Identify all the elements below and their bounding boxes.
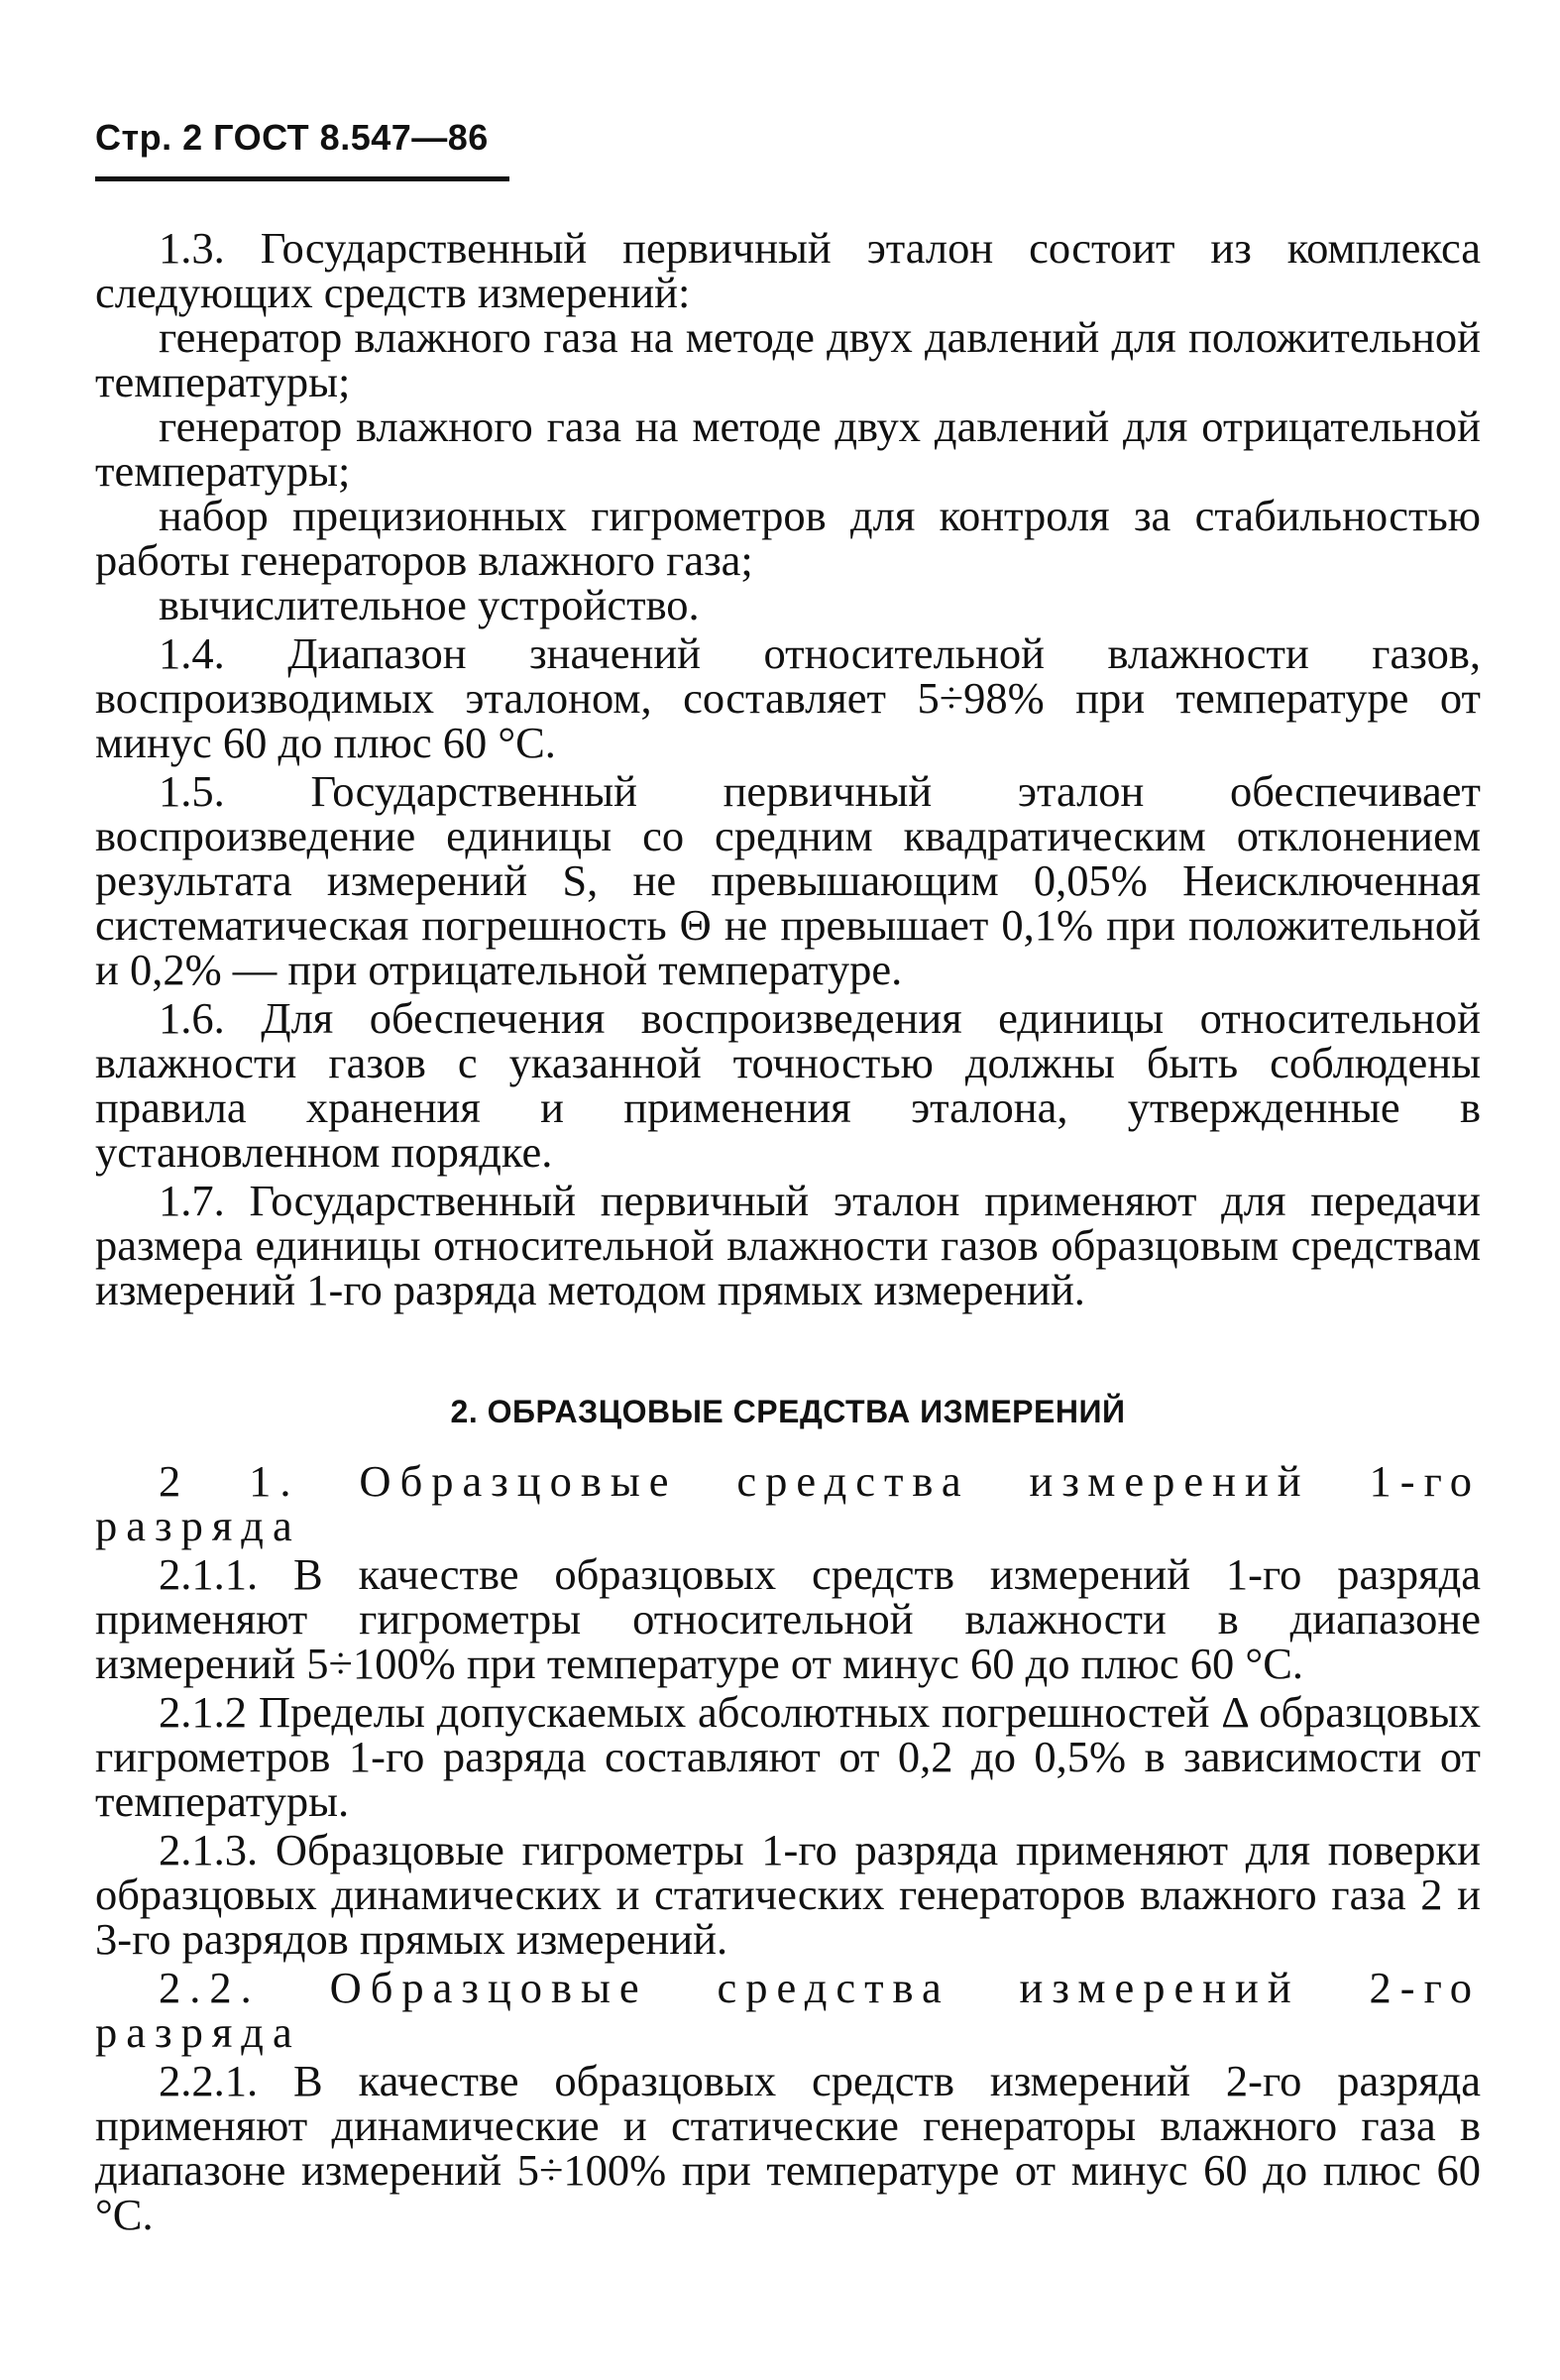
header-rule: [95, 176, 509, 181]
paragraph-2-1-2: 2.1.2 Пределы допускаемых абсолютных погрешностей Δ образцовых гигрометров 1-го разряда составляют от 0,2 до 0,5% в зависимости от температуры.: [95, 1687, 1481, 1826]
paragraph-1-3: 1.3. Государственный первичный эталон состоит из комплекса следующих средств измерений:: [95, 223, 1481, 317]
paragraph-2-1-1: 2.1.1. В качестве образцовых средств измерений 1-го разряда применяют гигрометры относительной влажности в диапазоне измерений 5÷100% при температуре от минус 60 до плюс 60 °С.: [95, 1549, 1481, 1688]
page-header: Стр. 2 ГОСТ 8.547—86: [95, 117, 489, 158]
paragraph-2-1-3: 2.1.3. Образцовые гигрометры 1-го разряда применяют для поверки образцовых динамических и статических генераторов влажного газа 2 и 3-го разрядов прямых измерений.: [95, 1825, 1481, 1964]
list-item-computing-device: вычислительное устройство.: [159, 580, 700, 629]
list-item-generator-negative: генератор влажного газа на методе двух давлений для отрицательной температуры;: [95, 401, 1481, 496]
paragraph-1-6: 1.6. Для обеспечения воспроизведения единицы относительной влажности газов с указанной точностью должны быть соблюдены правила хранения и применения эталона, утвержденные в установленном порядке.: [95, 993, 1481, 1177]
paragraph-2-2-1: 2.2.1. В качестве образцовых средств измерений 2-го разряда применяют динамические и статические генераторы влажного газа в диапазоне измерений 5÷100% при температуре от минус 60 до плюс 60 °С.: [95, 2056, 1481, 2239]
paragraph-1-7: 1.7. Государственный первичный эталон применяют для передачи размера единицы относительной влажности газов образцовым средствам измерений 1-го разряда методом прямых измерений.: [95, 1176, 1481, 1314]
subsection-2-2-heading: 2.2. Образцовые средства измерений 2-го разряда: [95, 1963, 1481, 2057]
section-title: 2. ОБРАЗЦОВЫЕ СРЕДСТВА ИЗМЕРЕНИЙ: [450, 1394, 1126, 1429]
subsection-2-1-heading: 2 1. Образцовые средства измерений 1-го разряда: [95, 1456, 1481, 1550]
paragraph-1-5: 1.5. Государственный первичный эталон обеспечивает воспроизведение единицы со средним квадратическим отклонением результата измерений S, не превышающим 0,05% Неисключенная систематическая погрешность Θ не превышает 0,1% при положительной и 0,2% — при отрицательной температуре.: [95, 766, 1481, 994]
list-item-hygrometer-set: набор прецизионных гигрометров для контроля за стабильностью работы генераторов влажного газа;: [95, 491, 1481, 585]
list-item-generator-positive: генератор влажного газа на методе двух давлений для положительной температуры;: [95, 312, 1481, 406]
document-body: [95, 223, 1481, 2239]
paragraph-1-4: 1.4. Диапазон значений относительной влажности газов, воспроизводимых эталоном, составляет 5÷98% при температуре от минус 60 до плюс 60 °С.: [95, 628, 1481, 767]
